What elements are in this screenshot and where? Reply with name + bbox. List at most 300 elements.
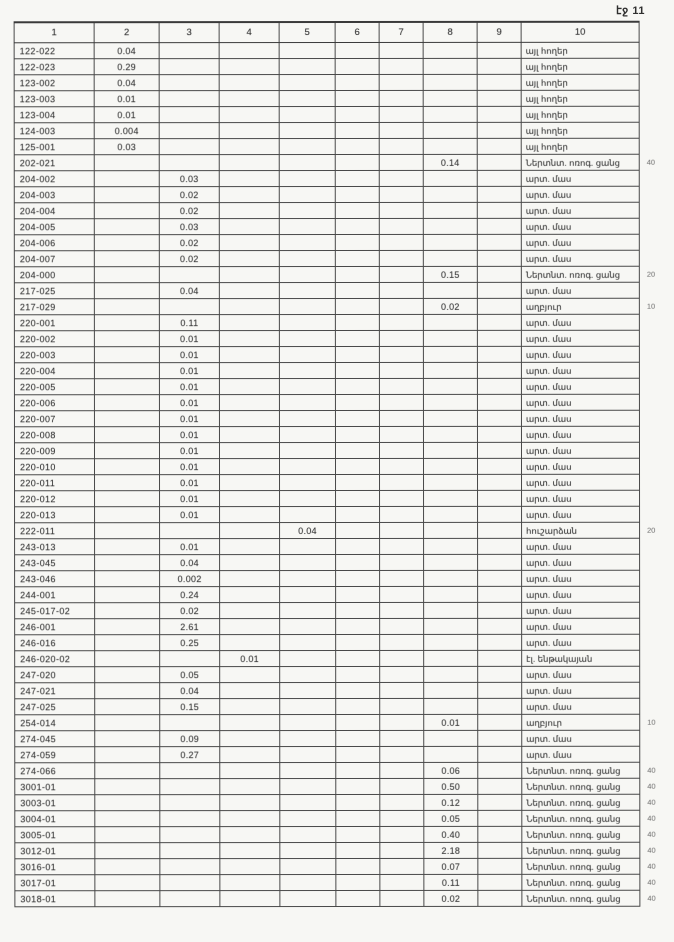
value-cell bbox=[336, 842, 380, 858]
value-cell: 0.01 bbox=[424, 714, 478, 730]
parcel-code-cell: 204-004 bbox=[14, 203, 94, 219]
table-row bbox=[15, 762, 673, 779]
land-type-cell: աղբյուր bbox=[521, 298, 639, 314]
land-type-cell: արտ. մաս bbox=[521, 234, 639, 250]
land-type-cell: Ներտնտ. ոռոգ. ցանց bbox=[522, 794, 640, 810]
table-row bbox=[15, 538, 673, 555]
land-type-cell: Ներտնտ. ոռոգ. ցանց bbox=[521, 154, 639, 170]
value-cell bbox=[423, 346, 477, 362]
land-type-cell: Ներտնտ. ոռոգ. ցանց bbox=[522, 842, 640, 858]
value-cell bbox=[279, 267, 335, 283]
value-cell bbox=[95, 811, 160, 827]
value-cell bbox=[424, 554, 478, 570]
land-type-cell: արտ. մաս bbox=[522, 698, 640, 714]
value-cell bbox=[379, 442, 423, 458]
value-cell bbox=[95, 859, 160, 875]
value-cell bbox=[336, 570, 380, 586]
parcel-code-cell: 246-016 bbox=[15, 635, 95, 651]
value-cell bbox=[477, 426, 521, 442]
value-cell bbox=[379, 74, 423, 90]
value-cell bbox=[94, 347, 159, 363]
value-cell bbox=[95, 555, 160, 571]
value-cell bbox=[160, 875, 220, 891]
value-cell: 0.07 bbox=[424, 858, 478, 874]
value-cell bbox=[160, 811, 220, 827]
value-cell bbox=[380, 778, 424, 794]
value-cell bbox=[336, 874, 380, 890]
value-cell bbox=[219, 203, 279, 219]
value-cell bbox=[219, 283, 279, 299]
value-cell bbox=[220, 747, 280, 763]
column-header: 8 bbox=[423, 22, 477, 43]
value-cell bbox=[335, 170, 379, 186]
value-cell bbox=[424, 618, 478, 634]
margin-note bbox=[639, 122, 672, 138]
value-cell bbox=[380, 602, 424, 618]
value-cell bbox=[478, 794, 522, 810]
value-cell bbox=[219, 379, 279, 395]
value-cell bbox=[279, 443, 335, 459]
value-cell bbox=[280, 491, 336, 507]
value-cell bbox=[380, 506, 424, 522]
parcel-code-cell: 220-008 bbox=[14, 427, 94, 443]
value-cell bbox=[424, 586, 478, 602]
parcel-code-cell: 274-059 bbox=[15, 747, 95, 763]
value-cell bbox=[220, 523, 280, 539]
value-cell bbox=[280, 779, 336, 795]
value-cell bbox=[219, 187, 279, 203]
land-table-wrap bbox=[14, 21, 674, 908]
margin-note bbox=[639, 314, 672, 330]
value-cell bbox=[379, 186, 423, 202]
value-cell: 0.03 bbox=[159, 171, 219, 187]
value-cell bbox=[423, 362, 477, 378]
value-cell bbox=[380, 698, 424, 714]
parcel-code-cell: 3012-01 bbox=[15, 843, 95, 859]
value-cell bbox=[380, 858, 424, 874]
margin-note: 40 bbox=[647, 765, 656, 775]
value-cell bbox=[335, 362, 379, 378]
parcel-code-cell: 220-007 bbox=[14, 411, 94, 427]
value-cell: 0.25 bbox=[160, 635, 220, 651]
land-type-cell: արտ. մաս bbox=[522, 746, 640, 762]
value-cell bbox=[94, 331, 159, 347]
value-cell bbox=[95, 619, 160, 635]
value-cell bbox=[280, 731, 336, 747]
value-cell: 0.01 bbox=[159, 347, 219, 363]
margin-header-spacer bbox=[639, 22, 672, 43]
value-cell: 0.03 bbox=[94, 139, 159, 155]
value-cell bbox=[336, 682, 380, 698]
table-row bbox=[14, 170, 672, 187]
value-cell bbox=[336, 714, 380, 730]
margin-note bbox=[639, 186, 672, 202]
land-type-cell: արտ. մաս bbox=[521, 282, 639, 298]
value-cell bbox=[219, 411, 279, 427]
value-cell bbox=[336, 506, 380, 522]
value-cell bbox=[220, 843, 280, 859]
value-cell bbox=[220, 683, 280, 699]
column-header: 6 bbox=[335, 22, 379, 43]
table-row bbox=[14, 90, 672, 107]
value-cell bbox=[380, 890, 424, 906]
value-cell bbox=[379, 138, 423, 154]
value-cell bbox=[220, 635, 280, 651]
column-header: 4 bbox=[219, 22, 279, 43]
margin-note bbox=[640, 490, 673, 506]
value-cell bbox=[219, 107, 279, 123]
margin-note: 10 bbox=[646, 301, 656, 311]
value-cell bbox=[219, 171, 279, 187]
value-cell bbox=[279, 75, 335, 91]
value-cell bbox=[279, 43, 335, 59]
value-cell bbox=[335, 442, 379, 458]
table-row bbox=[15, 810, 673, 827]
value-cell bbox=[280, 667, 336, 683]
value-cell: 0.01 bbox=[220, 651, 280, 667]
value-cell: 0.04 bbox=[159, 283, 219, 299]
table-row bbox=[15, 890, 673, 907]
land-type-cell: Ներտնտ. ոռոգ. ցանց bbox=[522, 826, 640, 842]
value-cell bbox=[423, 122, 477, 138]
parcel-code-cell: 246-020-02 bbox=[15, 651, 95, 667]
value-cell bbox=[220, 763, 280, 779]
value-cell bbox=[219, 331, 279, 347]
value-cell bbox=[279, 203, 335, 219]
land-type-cell: արտ. մաս bbox=[521, 170, 639, 186]
margin-note bbox=[639, 170, 672, 186]
value-cell bbox=[94, 299, 159, 315]
table-row bbox=[15, 634, 673, 651]
value-cell bbox=[219, 91, 279, 107]
value-cell: 0.01 bbox=[160, 507, 220, 523]
value-cell bbox=[423, 90, 477, 106]
value-cell: 0.002 bbox=[160, 571, 220, 587]
value-cell bbox=[423, 202, 477, 218]
value-cell: 0.11 bbox=[424, 874, 478, 890]
value-cell bbox=[280, 507, 336, 523]
value-cell bbox=[94, 171, 159, 187]
value-cell: 0.05 bbox=[160, 667, 220, 683]
value-cell: 0.04 bbox=[160, 683, 220, 699]
table-row bbox=[15, 746, 673, 763]
value-cell bbox=[95, 635, 160, 651]
margin-note bbox=[639, 90, 672, 106]
value-cell bbox=[279, 219, 335, 235]
value-cell bbox=[335, 282, 379, 298]
value-cell bbox=[478, 714, 522, 730]
value-cell bbox=[380, 874, 424, 890]
margin-note bbox=[639, 378, 672, 394]
value-cell bbox=[478, 778, 522, 794]
value-cell: 0.05 bbox=[424, 810, 478, 826]
value-cell bbox=[380, 634, 424, 650]
value-cell bbox=[159, 59, 219, 75]
value-cell bbox=[379, 314, 423, 330]
value-cell bbox=[94, 219, 159, 235]
value-cell bbox=[219, 299, 279, 315]
value-cell bbox=[220, 603, 280, 619]
margin-note: 40 bbox=[647, 781, 656, 791]
value-cell bbox=[220, 667, 280, 683]
table-row bbox=[15, 618, 673, 635]
value-cell bbox=[477, 330, 521, 346]
value-cell bbox=[336, 522, 380, 538]
table-row bbox=[14, 106, 672, 123]
table-row bbox=[14, 282, 672, 299]
table-row bbox=[14, 410, 672, 427]
land-type-cell: Ներտնտ. ոռոգ. ցանց bbox=[522, 810, 640, 826]
value-cell bbox=[94, 315, 159, 331]
value-cell bbox=[219, 75, 279, 91]
value-cell bbox=[95, 715, 160, 731]
table-row bbox=[15, 554, 673, 571]
value-cell bbox=[380, 826, 424, 842]
value-cell bbox=[336, 858, 380, 874]
margin-note bbox=[639, 58, 672, 74]
value-cell bbox=[336, 730, 380, 746]
table-row bbox=[15, 730, 673, 747]
value-cell bbox=[379, 330, 423, 346]
value-cell bbox=[279, 395, 335, 411]
value-cell bbox=[159, 139, 219, 155]
table-body bbox=[14, 42, 673, 907]
value-cell bbox=[280, 795, 336, 811]
value-cell bbox=[220, 811, 280, 827]
table-row bbox=[14, 138, 672, 155]
value-cell: 0.01 bbox=[159, 411, 219, 427]
value-cell bbox=[336, 474, 380, 490]
margin-note bbox=[640, 682, 673, 698]
value-cell bbox=[477, 90, 521, 106]
value-cell bbox=[380, 650, 424, 666]
value-cell bbox=[336, 586, 380, 602]
margin-note bbox=[639, 138, 672, 154]
value-cell bbox=[280, 587, 336, 603]
value-cell bbox=[336, 826, 380, 842]
value-cell bbox=[379, 362, 423, 378]
land-type-cell: Ներտնտ. ոռոգ. ցանց bbox=[522, 890, 640, 906]
value-cell bbox=[477, 202, 521, 218]
value-cell bbox=[335, 378, 379, 394]
margin-note bbox=[639, 106, 672, 122]
column-header: 7 bbox=[379, 22, 423, 43]
parcel-code-cell: 220-005 bbox=[14, 379, 94, 395]
value-cell bbox=[95, 683, 160, 699]
parcel-code-cell: 220-001 bbox=[14, 315, 94, 331]
value-cell bbox=[336, 794, 380, 810]
table-row bbox=[14, 42, 672, 59]
land-type-cell: արտ. մաս bbox=[522, 586, 640, 602]
value-cell: 0.15 bbox=[160, 699, 220, 715]
parcel-code-cell: 247-020 bbox=[15, 667, 95, 683]
value-cell bbox=[335, 298, 379, 314]
value-cell bbox=[423, 218, 477, 234]
value-cell bbox=[220, 891, 280, 907]
value-cell bbox=[159, 155, 219, 171]
value-cell bbox=[279, 427, 335, 443]
value-cell bbox=[94, 187, 159, 203]
value-cell bbox=[94, 411, 159, 427]
table-row bbox=[14, 266, 672, 283]
margin-note: 40 bbox=[647, 797, 656, 807]
margin-note bbox=[640, 554, 673, 570]
value-cell: 0.01 bbox=[94, 91, 159, 107]
value-cell bbox=[160, 891, 220, 907]
parcel-code-cell: 125-001 bbox=[14, 139, 94, 155]
value-cell bbox=[379, 58, 423, 74]
land-type-cell: հուշարձան bbox=[522, 522, 640, 538]
value-cell bbox=[220, 507, 280, 523]
value-cell bbox=[220, 715, 280, 731]
value-cell bbox=[219, 459, 279, 475]
land-type-cell: արտ. մաս bbox=[521, 218, 639, 234]
value-cell bbox=[478, 618, 522, 634]
value-cell bbox=[424, 474, 478, 490]
value-cell bbox=[279, 91, 335, 107]
value-cell: 0.01 bbox=[159, 331, 219, 347]
margin-note bbox=[639, 394, 672, 410]
value-cell bbox=[279, 379, 335, 395]
column-header: 5 bbox=[279, 22, 335, 43]
value-cell bbox=[424, 570, 478, 586]
value-cell bbox=[95, 491, 160, 507]
value-cell bbox=[336, 746, 380, 762]
value-cell bbox=[159, 107, 219, 123]
value-cell bbox=[94, 283, 159, 299]
value-cell bbox=[424, 650, 478, 666]
parcel-code-cell: 3005-01 bbox=[15, 827, 95, 843]
value-cell bbox=[95, 651, 160, 667]
table-row bbox=[14, 378, 672, 395]
value-cell: 0.02 bbox=[423, 298, 477, 314]
value-cell bbox=[279, 251, 335, 267]
margin-note bbox=[640, 570, 673, 586]
table-row bbox=[14, 218, 672, 235]
value-cell: 0.01 bbox=[160, 475, 220, 491]
value-cell: 0.40 bbox=[424, 826, 478, 842]
value-cell bbox=[159, 75, 219, 91]
value-cell bbox=[478, 858, 522, 874]
parcel-code-cell: 220-009 bbox=[14, 443, 94, 459]
value-cell bbox=[335, 234, 379, 250]
value-cell bbox=[219, 123, 279, 139]
parcel-code-cell: 220-012 bbox=[15, 491, 95, 507]
value-cell bbox=[279, 363, 335, 379]
value-cell bbox=[379, 298, 423, 314]
value-cell bbox=[424, 730, 478, 746]
page-number-label: էջ 11 bbox=[616, 5, 646, 17]
value-cell bbox=[380, 762, 424, 778]
value-cell bbox=[336, 634, 380, 650]
table-row bbox=[14, 234, 672, 251]
land-type-cell: այլ հողեր bbox=[521, 74, 639, 90]
value-cell bbox=[220, 571, 280, 587]
margin-note bbox=[639, 282, 672, 298]
table-row bbox=[15, 826, 673, 843]
margin-note bbox=[639, 426, 672, 442]
value-cell: 0.29 bbox=[94, 59, 159, 75]
margin-note bbox=[640, 698, 673, 714]
value-cell: 0.12 bbox=[424, 794, 478, 810]
value-cell bbox=[160, 827, 220, 843]
value-cell bbox=[95, 763, 160, 779]
value-cell bbox=[279, 459, 335, 475]
value-cell bbox=[380, 538, 424, 554]
value-cell bbox=[280, 555, 336, 571]
parcel-code-cell: 3018-01 bbox=[15, 891, 95, 907]
value-cell bbox=[94, 363, 159, 379]
table-row bbox=[14, 202, 672, 219]
parcel-code-cell: 217-025 bbox=[14, 283, 94, 299]
value-cell bbox=[159, 299, 219, 315]
value-cell bbox=[280, 859, 336, 875]
margin-note bbox=[639, 42, 672, 58]
value-cell bbox=[424, 602, 478, 618]
land-type-cell: արտ. մաս bbox=[522, 474, 640, 490]
value-cell bbox=[478, 698, 522, 714]
value-cell bbox=[95, 475, 160, 491]
parcel-code-cell: 274-066 bbox=[15, 763, 95, 779]
parcel-code-cell: 202-021 bbox=[14, 155, 94, 171]
value-cell bbox=[335, 186, 379, 202]
value-cell bbox=[477, 58, 521, 74]
value-cell bbox=[478, 826, 522, 842]
parcel-code-cell: 204-000 bbox=[14, 267, 94, 283]
value-cell bbox=[335, 330, 379, 346]
value-cell bbox=[335, 106, 379, 122]
value-cell bbox=[380, 666, 424, 682]
value-cell bbox=[336, 538, 380, 554]
value-cell bbox=[335, 394, 379, 410]
value-cell bbox=[335, 314, 379, 330]
parcel-code-cell: 204-007 bbox=[14, 251, 94, 267]
value-cell bbox=[424, 522, 478, 538]
table-row bbox=[14, 186, 672, 203]
value-cell bbox=[424, 746, 478, 762]
value-cell bbox=[380, 522, 424, 538]
table-row bbox=[15, 778, 673, 795]
value-cell bbox=[380, 714, 424, 730]
table-row bbox=[15, 650, 673, 667]
value-cell bbox=[220, 475, 280, 491]
parcel-code-cell: 220-011 bbox=[15, 475, 95, 491]
value-cell bbox=[279, 283, 335, 299]
margin-note: 20 bbox=[647, 525, 656, 535]
value-cell bbox=[160, 651, 220, 667]
land-type-cell: արտ. մաս bbox=[521, 250, 639, 266]
value-cell: 0.09 bbox=[160, 731, 220, 747]
value-cell bbox=[220, 795, 280, 811]
parcel-code-cell: 220-013 bbox=[15, 507, 95, 523]
table-row bbox=[15, 586, 673, 603]
margin-note bbox=[639, 74, 672, 90]
value-cell bbox=[379, 426, 423, 442]
value-cell: 0.06 bbox=[424, 762, 478, 778]
value-cell bbox=[95, 571, 160, 587]
table-row bbox=[15, 698, 673, 715]
value-cell bbox=[477, 138, 521, 154]
value-cell bbox=[335, 90, 379, 106]
value-cell bbox=[280, 891, 336, 907]
value-cell bbox=[335, 122, 379, 138]
value-cell bbox=[280, 571, 336, 587]
land-parcel-table bbox=[14, 21, 674, 908]
value-cell bbox=[220, 875, 280, 891]
value-cell bbox=[219, 155, 279, 171]
value-cell bbox=[95, 603, 160, 619]
value-cell: 0.02 bbox=[424, 890, 478, 906]
